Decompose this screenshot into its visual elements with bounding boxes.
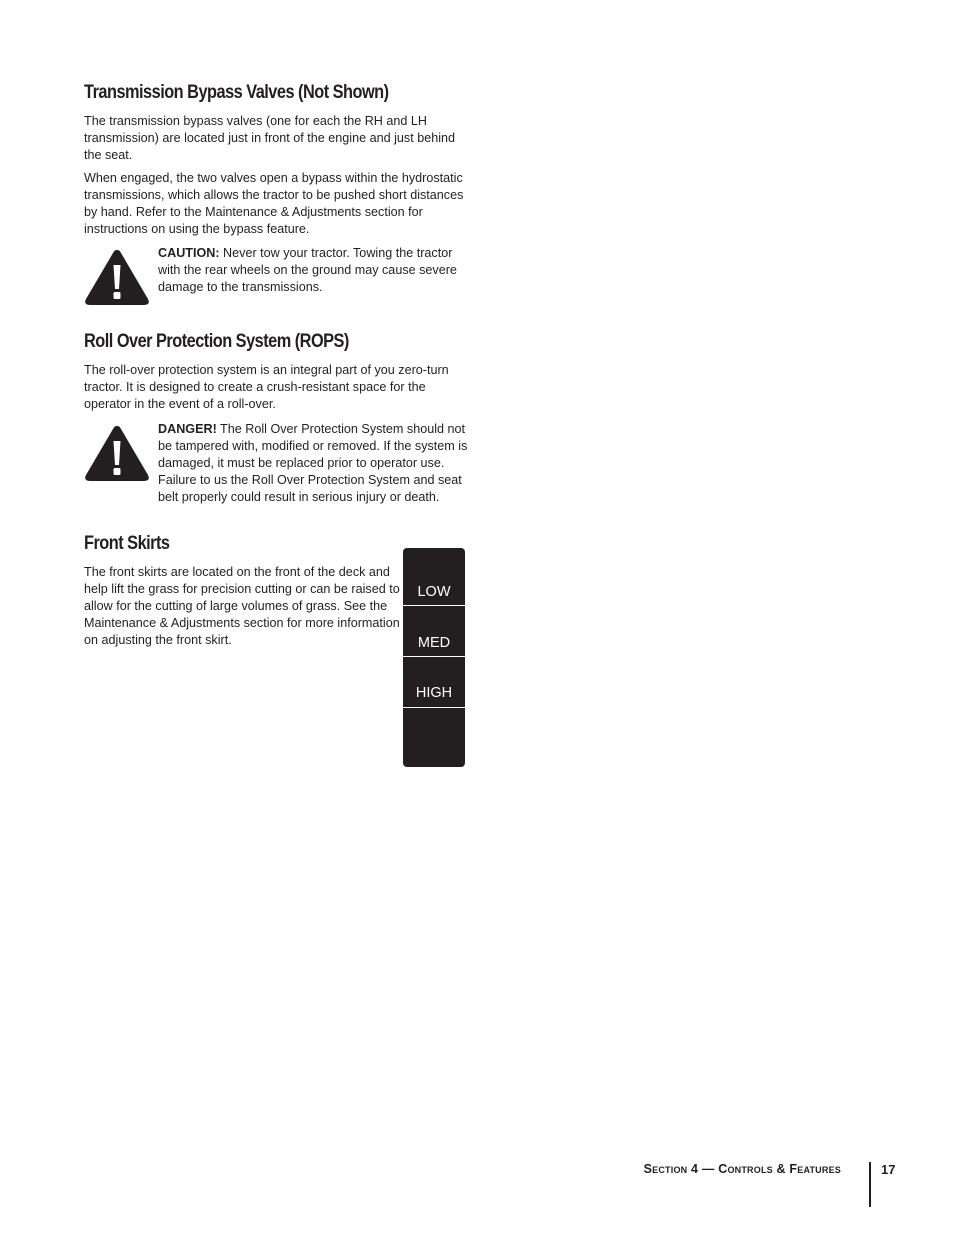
decal-med-label: MED: [417, 635, 451, 651]
skirt-height-decal: [403, 548, 465, 767]
decal-divider: [403, 707, 465, 708]
bypass-paragraph-1: The transmission bypass valves (one for each the RH and LH transmission) are located just in front of the engine and just behind the seat.: [84, 114, 456, 162]
footer-section-title: Section 4 — Controls & Features: [643, 1162, 841, 1176]
caution-message: [158, 245, 470, 296]
danger-message: [158, 421, 470, 506]
bypass-body: [84, 113, 470, 238]
caution-label: CAUTION:: [158, 246, 220, 260]
decal-low-label: LOW: [417, 584, 451, 600]
decal-divider: [403, 605, 465, 606]
danger-icon: [84, 424, 150, 482]
rops-heading: Roll Over Protection System (ROPS): [84, 331, 349, 352]
skirts-heading: Front Skirts: [84, 533, 170, 554]
caution-icon: [84, 248, 150, 306]
danger-text: The Roll Over Protection System should not be tampered with, modified or removed. If the system is damaged, it must be replaced prior to operator use. Failure to us the Roll Over Protection System and seat belt properly could result in serious injury or death.: [158, 422, 468, 504]
page-number: 17: [881, 1162, 896, 1177]
bypass-heading: Transmission Bypass Valves (Not Shown): [84, 82, 389, 103]
caution-text: Never tow your tractor. Towing the tractor with the rear wheels on the ground may cause severe damage to the transmissions.: [158, 246, 457, 294]
rops-paragraph-1: The roll-over protection system is an integral part of you zero-turn tractor. It is designed to create a crush-resistant space for the operator in the event of a roll-over.: [84, 363, 449, 411]
bypass-section: [84, 82, 470, 104]
decal-divider: [403, 656, 465, 657]
skirts-paragraph-1: The front skirts are located on the front of the deck and help lift the grass for precision cutting or can be raised to allow for the cutting of large volumes of grass. See the Maintenance & Adjustments section for more information on adjusting the front skirt.: [84, 565, 400, 647]
rops-body: [84, 362, 470, 413]
decal-high-label: HIGH: [415, 685, 453, 701]
footer-divider: [869, 1162, 871, 1207]
danger-label: DANGER!: [158, 422, 217, 436]
rops-section: [84, 331, 470, 353]
bypass-paragraph-2: When engaged, the two valves open a bypass within the hydrostatic transmissions, which allows the tractor to be pushed short distances by hand. Refer to the Maintenance & Adjustments section for instructions on using the bypass feature.: [84, 171, 464, 236]
skirts-body: [84, 564, 402, 649]
